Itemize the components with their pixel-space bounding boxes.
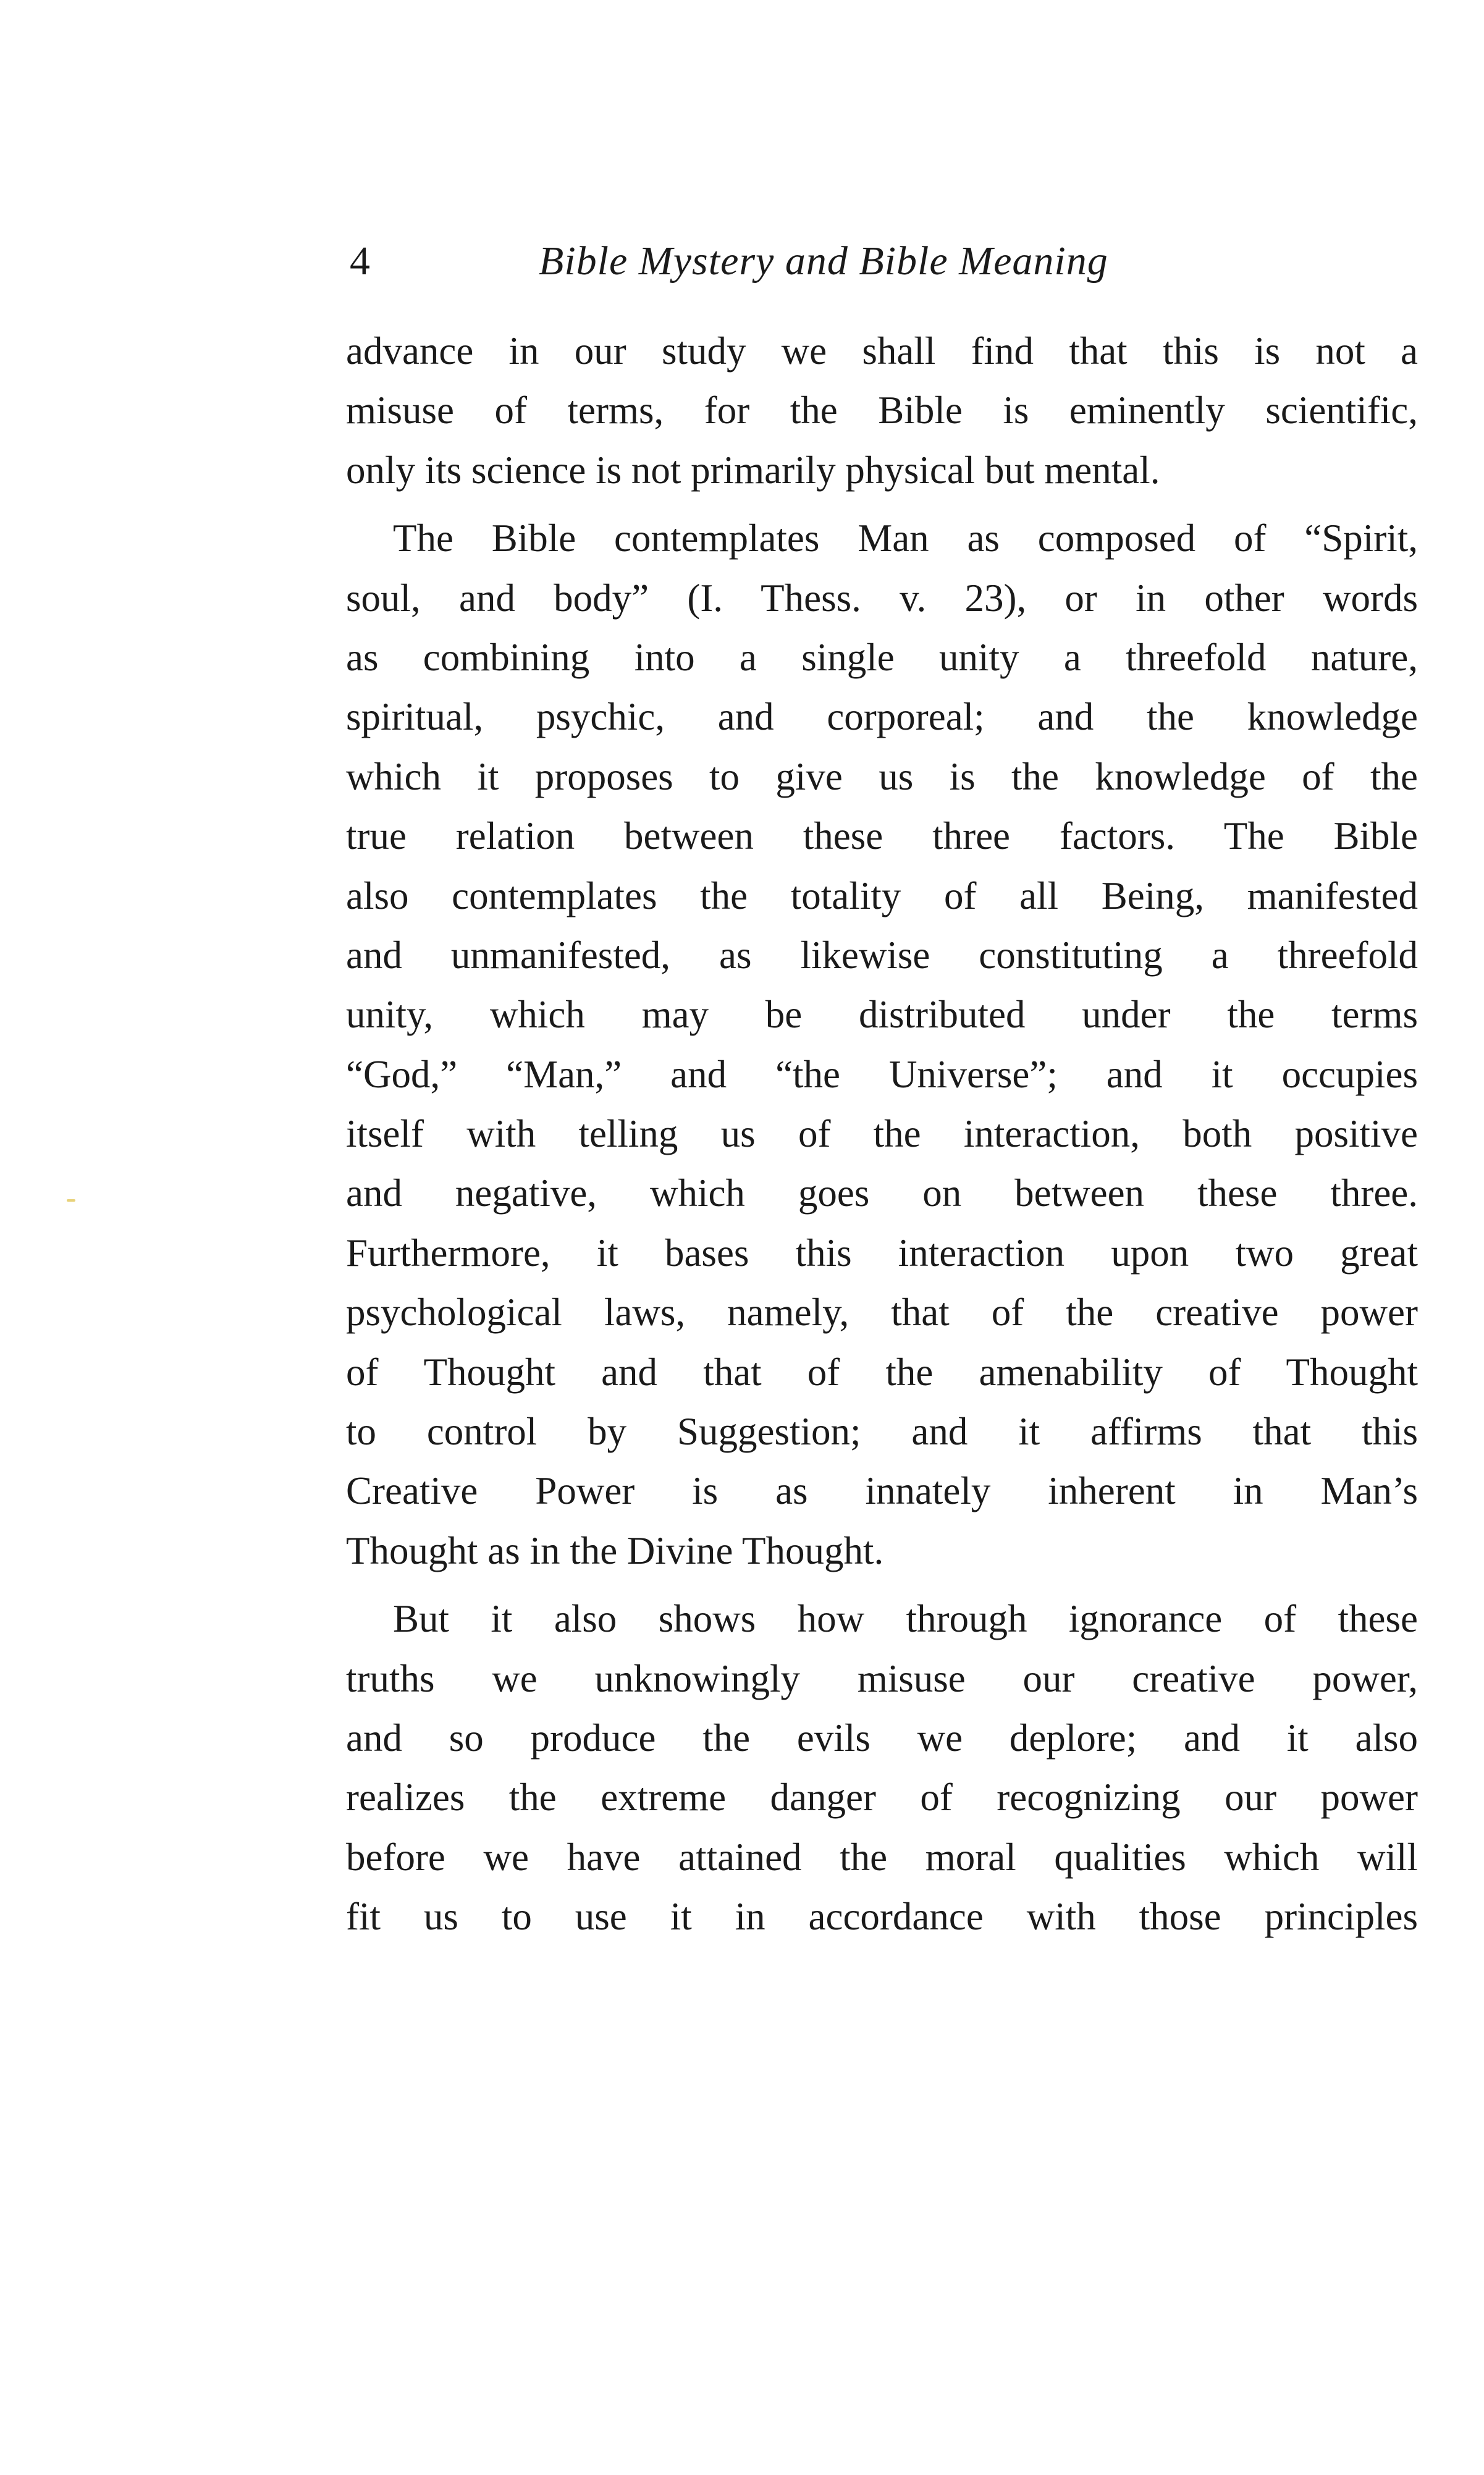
text-line: and unmanifested, as likewise constituting a threefold	[346, 933, 1418, 977]
text-line: to control by Suggestion; and it affirms that this	[346, 1410, 1418, 1454]
text-line: spiritual, psychic, and corporeal; and the knowledge	[346, 695, 1418, 739]
body-text	[346, 321, 1418, 1947]
text-line: true relation between these three factors. The Bible	[346, 814, 1418, 858]
text-line: which it proposes to give us is the knowledge of the	[346, 754, 1418, 798]
paragraph-3	[346, 1589, 1418, 1946]
text-line: Creative Power is as innately inherent in Man’s	[346, 1469, 1418, 1513]
paragraph-2	[346, 508, 1418, 1580]
text-line: The Bible contemplates Man as composed of “Spirit,	[393, 517, 1418, 560]
paper-speck	[67, 1199, 75, 1202]
text-line: and so produce the evils we deplore; and it also	[346, 1716, 1418, 1760]
text-line: also contemplates the totality of all Being, manifested	[346, 874, 1418, 917]
text-line: and negative, which goes on between these three.	[346, 1171, 1418, 1215]
text-line: fit us to use it in accordance with those principles	[346, 1895, 1418, 1939]
text-line: psychological laws, namely, that of the creative power	[346, 1291, 1418, 1334]
running-title: Bible Mystery and Bible Meaning	[539, 238, 1108, 284]
text-line: unity, which may be distributed under the terms	[346, 993, 1418, 1037]
text-line: only its science is not primarily physical but mental.	[346, 448, 1160, 492]
running-head	[346, 227, 1418, 295]
text-line: before we have attained the moral qualities which will	[346, 1835, 1418, 1879]
page-number: 4	[350, 238, 370, 284]
text-line: misuse of terms, for the Bible is eminently scientific,	[346, 389, 1418, 432]
text-line: itself with telling us of the interaction, both positive	[346, 1112, 1418, 1156]
text-line: Thought as in the Divine Thought.	[346, 1528, 884, 1572]
text-line: Furthermore, it bases this interaction upon two great	[346, 1231, 1418, 1275]
text-line: of Thought and that of the amenability of Thought	[346, 1350, 1418, 1394]
text-line: realizes the extreme danger of recognizing our power	[346, 1776, 1418, 1819]
text-line: as combining into a single unity a threefold nature,	[346, 635, 1418, 679]
text-line: But it also shows how through ignorance of these	[393, 1597, 1418, 1641]
paragraph-1	[346, 321, 1418, 500]
text-line: advance in our study we shall find that this is not a	[346, 329, 1418, 373]
text-line: soul, and body” (I. Thess. v. 23), or in other words	[346, 576, 1418, 620]
text-line: “God,” “Man,” and “the Universe”; and it occupies	[346, 1052, 1418, 1096]
text-line: truths we unknowingly misuse our creative power,	[346, 1656, 1418, 1700]
